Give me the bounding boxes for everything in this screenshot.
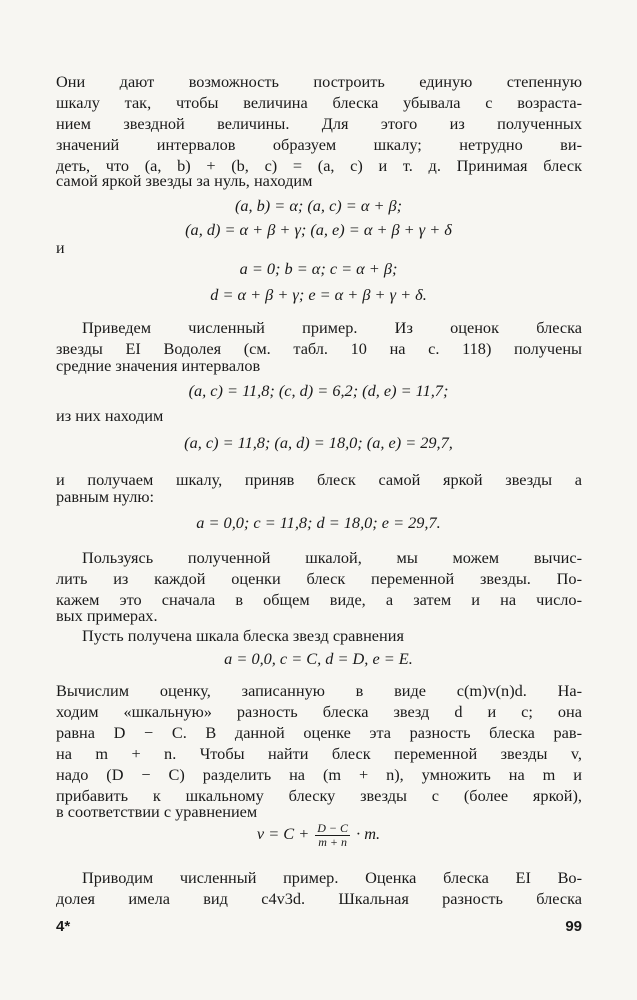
formula-intervals-1: (a, b) = α; (a, c) = α + β; <box>234 196 403 215</box>
text-line: ходим «шкальную» разность блеска звезд d и c; она <box>56 702 582 721</box>
text-line: Приведем численный пример. Из оценок блеска <box>82 318 582 337</box>
text-line: Вычислим оценку, записанную в виде c(m)v(n)d. На- <box>56 681 582 700</box>
text-line: звезды EI Водолея (см. табл. 10 на с. 118) получены <box>56 339 582 358</box>
formula-variable-magnitude <box>0 822 637 849</box>
fraction-denominator: m + n <box>318 835 348 849</box>
text-line: прибавить к шкальному блеску звезды c (более яркой), <box>56 786 582 805</box>
text-line: Пользуясь полученной шкалой, мы можем вычис- <box>82 548 582 567</box>
fraction <box>315 822 350 849</box>
signature-mark: 4* <box>56 918 71 935</box>
text-line: самой яркой звезды за нуль, находим <box>56 171 313 190</box>
text-line: надо (D − C) разделить на (m + n), умножить на m и <box>56 765 582 784</box>
text-line: средние значения интервалов <box>56 356 261 375</box>
text-line: и получаем шкалу, приняв блеск самой яркой звезды a <box>56 470 582 489</box>
text-line: равным нулю: <box>56 487 155 506</box>
text-line: лить из каждой оценки блеск переменной звезды. По- <box>56 569 582 588</box>
text-line: Приводим численный пример. Оценка блеска EI Во- <box>82 868 582 887</box>
text-line: нием звездной величины. Для этого из полученных <box>56 114 582 133</box>
text-line: долея имела вид c4v3d. Шкальная разность блеска <box>56 889 582 908</box>
text-line: равна D − C. В данной оценке эта разность блеска рав- <box>56 723 582 742</box>
text-line: деть, что (a, b) + (b, c) = (a, c) и т. д. Принимая блеск <box>56 156 582 175</box>
text-line: из них находим <box>56 406 164 425</box>
formula-intervals-2: (a, d) = α + β + γ; (a, e) = α + β + γ + δ <box>185 220 452 239</box>
conjunction-and: и <box>56 240 65 257</box>
text-line: кажем это сначала в общем виде, а затем и на число- <box>56 590 582 609</box>
page-number: 99 <box>565 918 582 935</box>
formula-mean-intervals: (a, c) = 11,8; (c, d) = 6,2; (d, e) = 11,7; <box>188 381 449 400</box>
text-line: на m + n. Чтобы найти блеск переменной звезды v, <box>56 744 582 763</box>
formula-scale-1: a = 0; b = α; c = α + β; <box>239 259 398 278</box>
text-line: Они дают возможность построить единую степенную <box>56 72 582 91</box>
formula-derived: (a, c) = 11,8; (a, d) = 18,0; (a, e) = 29,7, <box>184 433 453 452</box>
formula-scale-values: a = 0,0; c = 11,8; d = 18,0; e = 29,7. <box>196 513 441 532</box>
formula-scale-2: d = α + β + γ; e = α + β + γ + δ. <box>210 285 427 304</box>
text-line: вых примерах. <box>56 606 158 625</box>
formula-left: v = C + <box>256 824 310 844</box>
text-line: шкалу так, чтобы величина блеска убывала с возраста- <box>56 93 582 112</box>
fraction-numerator: D − C <box>317 821 349 835</box>
text-line: Пусть получена шкала блеска звезд сравнения <box>82 626 404 645</box>
text-line: в соответствии с уравнением <box>56 802 258 821</box>
formula-right: · m. <box>356 824 381 844</box>
text-line: значений интервалов образуем шкалу; нетрудно ви- <box>56 135 582 154</box>
formula-general-scale: a = 0,0, c = C, d = D, e = E. <box>224 649 413 668</box>
